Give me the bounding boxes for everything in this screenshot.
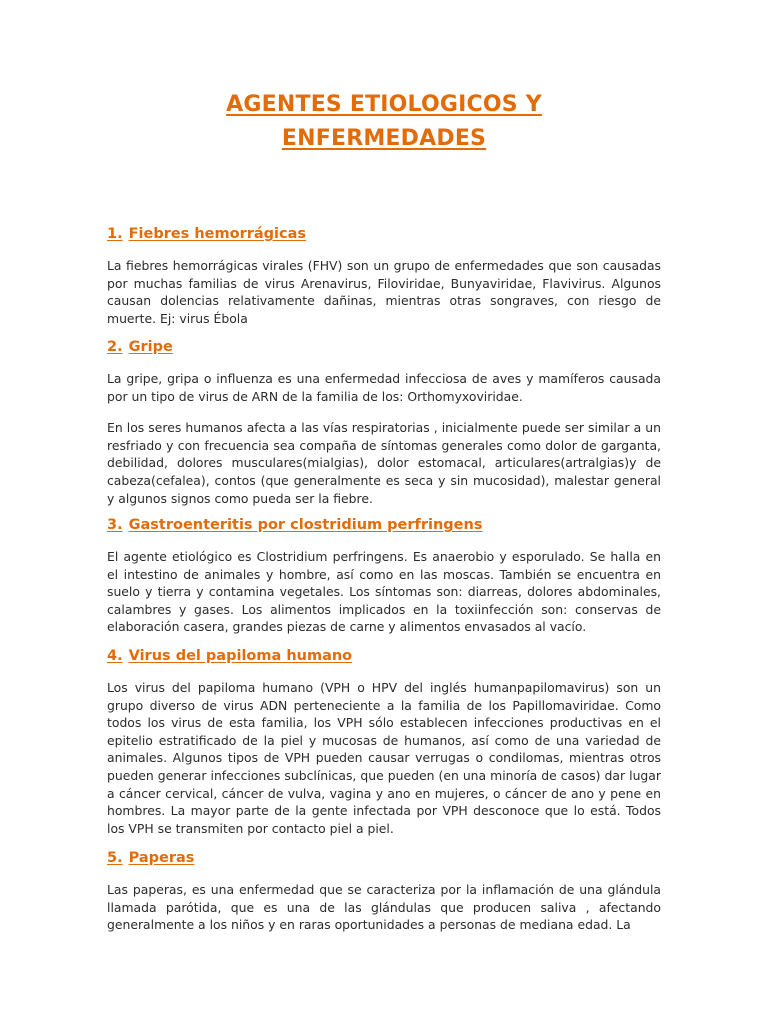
paragraph: La fiebres hemorrágicas virales (FHV) son un grupo de enfermedades que son causadas por muchas familias de virus Arenavirus, Filoviridae, Bunyaviridae, Flavivirus. Algunos causan dolencias relativamente dañinas, mientras otras songraves, con riesgo de muerte. Ej: virus Ébola xyxy=(107,258,661,326)
title-line-1: AGENTES ETIOLOGICOS Y xyxy=(226,92,542,117)
document-title xyxy=(107,88,661,156)
paragraph: La gripe, gripa o influenza es una enfermedad infecciosa de aves y mamíferos causada por un tipo de virus de ARN de la familia de los: Orthomyxoviridae. xyxy=(107,371,661,404)
section-number: 2. xyxy=(107,339,123,355)
section-number: 1. xyxy=(107,226,123,242)
section-number: 3. xyxy=(107,517,123,533)
section-number: 4. xyxy=(107,648,123,664)
title-line-2: ENFERMEDADES xyxy=(281,126,487,151)
paragraph: Los virus del papiloma humano (VPH o HPV del inglés humanpapilomavirus) son un grupo diverso de virus ADN perteneciente a la familia de los Papillomaviridae. Como todos los virus de esta familia, los VPH sólo establecen infecciones productivas en el epitelio estratificado de la piel y mucosas de humanos, así como de una variedad de animales. Algunos tipos de VPH pueden causar verrugas o condilomas, mientras otros pueden generar infecciones subclínicas, que pueden (en una minoría de casos) dar lugar a cáncer cervical, cáncer de vulva, vagina y ano en mujeres, o cáncer de ano y pene en hombres. La mayor parte de la gente infectada por VPH desconoce que lo está. Todos los VPH se transmiten por contacto piel a piel. xyxy=(107,680,661,836)
section-paperas xyxy=(107,848,661,934)
section-title: Virus del papiloma humano xyxy=(128,648,353,664)
section-number: 5. xyxy=(107,850,123,866)
section-virus-papiloma-humano xyxy=(107,646,661,837)
section-heading xyxy=(107,515,661,535)
section-title: Fiebres hemorrágicas xyxy=(128,226,307,242)
section-title: Paperas xyxy=(128,850,195,866)
section-fiebres-hemorragicas xyxy=(107,224,661,327)
section-heading xyxy=(107,337,661,357)
section-title: Gripe xyxy=(128,339,173,355)
paragraph: El agente etiológico es Clostridium perfringens. Es anaerobio y esporulado. Se halla en el intestino de animales y hombre, así como en las moscas. También se encuentra en suelo y tierra y contamina vegetales. Los síntomas son: diarreas, dolores abdominales, calambres y gases. Los alimentos implicados en la toxiinfección son: conservas de elaboración casera, grandes piezas de carne y alimentos envasados al vacío. xyxy=(107,549,661,635)
section-heading xyxy=(107,224,661,244)
section-heading xyxy=(107,646,661,666)
document-page xyxy=(107,0,661,933)
section-title: Gastroenteritis por clostridium perfringens xyxy=(128,517,483,533)
section-gastroenteritis xyxy=(107,515,661,636)
section-heading xyxy=(107,848,661,868)
paragraph: En los seres humanos afecta a las vías respiratorias , inicialmente puede ser similar a un resfriado y con frecuencia sea compaña de síntomas generales como dolor de garganta, debilidad, dolores musculares(mialgias), dolor estomacal, articulares(artralgias)y de cabeza(cefalea), contos (que generalmente es seca y sin mucosidad), malestar general y algunos signos como pueda ser la fiebre. xyxy=(107,420,661,506)
paragraph: Las paperas, es una enfermedad que se caracteriza por la inflamación de una glándula llamada parótida, que es una de las glándulas que producen saliva , afectando generalmente a los niños y en raras oportunidades a personas de mediana edad. La xyxy=(107,882,661,933)
section-gripe xyxy=(107,337,661,507)
